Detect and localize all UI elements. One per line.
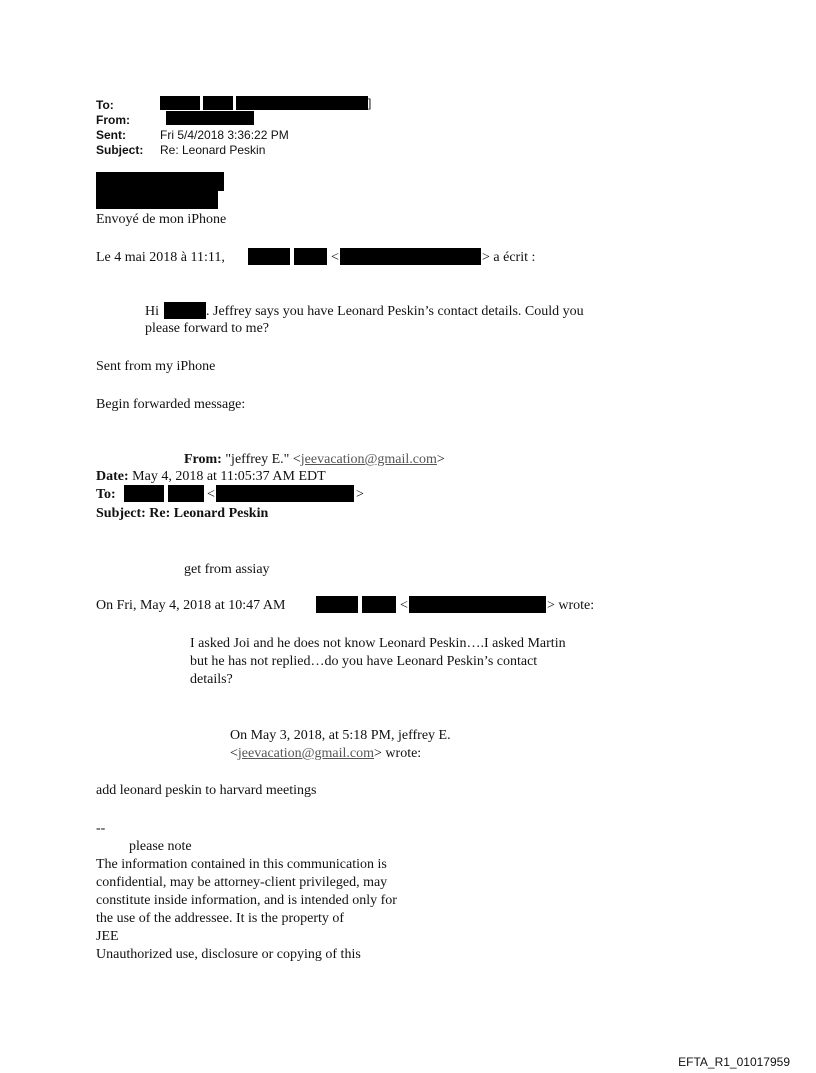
redaction	[164, 302, 206, 319]
sent-label: Sent:	[96, 128, 126, 142]
fwd-date-label: Date:	[96, 469, 129, 484]
fwd-from-email-link[interactable]: jeevacation@gmail.com	[300, 452, 437, 467]
fwd-from-close: >	[436, 452, 445, 467]
fwd-from-line	[184, 451, 445, 468]
disclaimer-line: Unauthorized use, disclosure or copying of this	[96, 947, 361, 962]
asked-line3: details?	[190, 672, 233, 687]
get-from-line: get from assiay	[184, 562, 270, 577]
fwd-date-line	[96, 468, 326, 485]
subject-label: Subject:	[96, 143, 144, 157]
disclaimer-line: JEE	[96, 929, 119, 944]
envoye-line: Envoyé de mon iPhone	[96, 212, 227, 227]
hi-prefix: Hi	[145, 304, 159, 319]
redaction	[409, 596, 546, 613]
on-may3-line2: <jeevacation@gmail.com> wrote:	[230, 746, 422, 761]
begin-forwarded-line: Begin forwarded message:	[96, 397, 246, 412]
doc-id: EFTA_R1_01017959	[678, 1055, 790, 1069]
le4mai-prefix: Le 4 mai 2018 à 11:11,	[96, 250, 225, 265]
on-fri-suffix: > wrote:	[547, 598, 595, 613]
redaction	[216, 485, 354, 502]
redaction	[203, 96, 233, 110]
redaction	[160, 96, 200, 110]
redaction	[124, 485, 164, 502]
disclaimer-line: the use of the addressee. It is the property of	[96, 911, 345, 926]
redaction	[96, 172, 224, 191]
disclaimer-line: constitute inside information, and is intended only for	[96, 893, 397, 908]
fwd-from-value: "jeffrey E." <	[225, 452, 301, 467]
from-label: From:	[96, 113, 130, 127]
please-note: please note	[129, 839, 192, 854]
redaction	[96, 190, 218, 209]
gt-glyph: >	[356, 487, 364, 502]
sig-dashes: --	[96, 821, 106, 836]
redaction	[340, 248, 481, 265]
on-may3-line1: On May 3, 2018, at 5:18 PM, jeffrey E.	[230, 728, 451, 743]
to-label: To:	[96, 98, 114, 112]
sent-value: Fri 5/4/2018 3:36:22 PM	[160, 128, 289, 142]
disclaimer-line: confidential, may be attorney-client privileged, may	[96, 875, 388, 890]
add-leonard-line: add leonard peskin to harvard meetings	[96, 783, 317, 798]
hi-rest: . Jeffrey says you have Leonard Peskin’s contact details. Could you	[206, 304, 584, 319]
lt-glyph: <	[400, 598, 408, 613]
redaction	[236, 96, 368, 110]
asked-line1: I asked Joi and he does not know Leonard Peskin….I asked Martin	[190, 636, 566, 651]
on-may3-email-link[interactable]: jeevacation@gmail.com	[237, 746, 375, 761]
hi-line2: please forward to me?	[145, 321, 269, 336]
bracket-glyph: ]	[368, 96, 372, 110]
redaction	[248, 248, 290, 265]
fwd-date-value: May 4, 2018 at 11:05:37 AM EDT	[132, 469, 326, 484]
fwd-subject: Subject: Re: Leonard Peskin	[96, 506, 269, 521]
redaction	[168, 485, 204, 502]
redaction	[294, 248, 327, 265]
asked-line2: but he has not replied…do you have Leonard Peskin’s contact	[190, 654, 538, 669]
lt-glyph: <	[331, 250, 339, 265]
subject-value: Re: Leonard Peskin	[160, 143, 266, 157]
sent-from-line: Sent from my iPhone	[96, 359, 216, 374]
fwd-to-label: To:	[96, 487, 116, 502]
redaction	[362, 596, 396, 613]
fwd-from-label: From:	[184, 452, 222, 467]
on-fri-prefix: On Fri, May 4, 2018 at 10:47 AM	[96, 598, 286, 613]
redaction	[316, 596, 358, 613]
lt-glyph: <	[207, 487, 215, 502]
redaction	[166, 111, 254, 125]
disclaimer-line: The information contained in this communication is	[96, 857, 387, 872]
le4mai-suffix: > a écrit :	[482, 250, 536, 265]
